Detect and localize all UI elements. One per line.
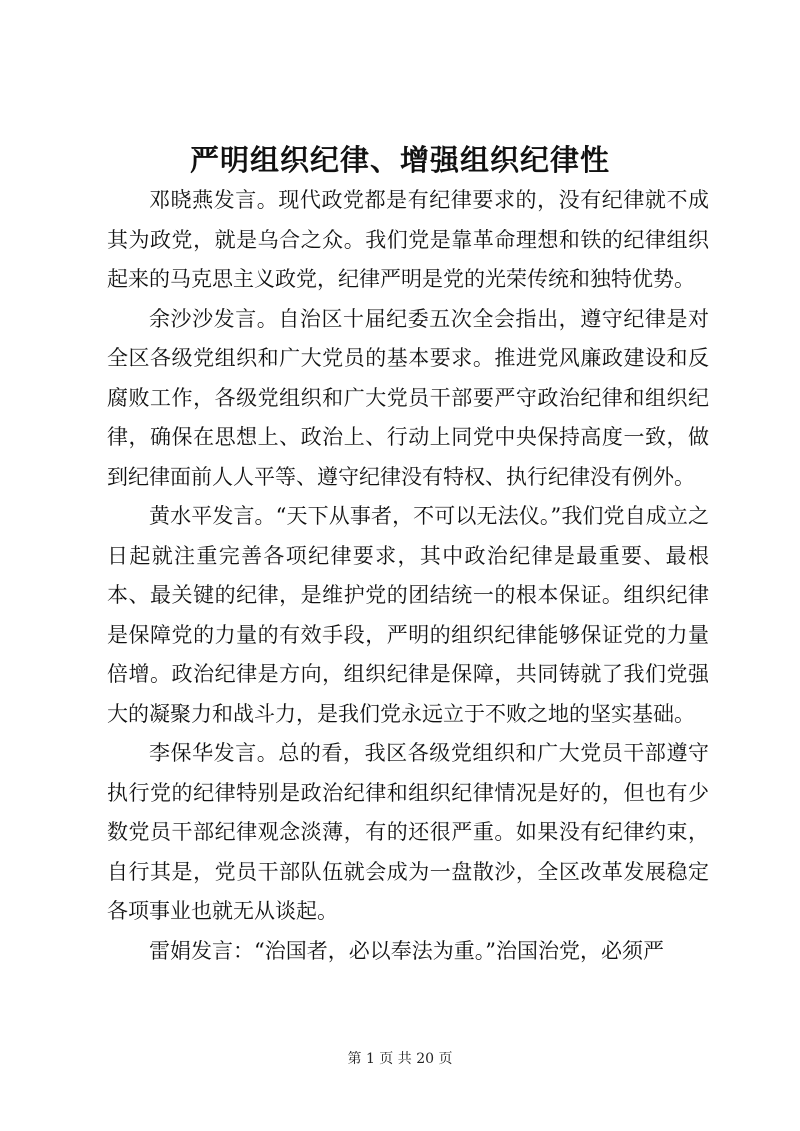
paragraph-li-baohua: 李保华发言。总的看，我区各级党组织和广大党员干部遵守执行党的纪律特别是政治纪律和组织纪律情况是好的，但也有少数党员干部纪律观念淡薄，有的还很严重。如果没有纪律约束，自行其是，党员干部队伍就会成为一盘散沙，全区改革发展稳定各项事业也就无从谈起。 [107, 741, 709, 923]
paragraph-lei-juan: 雷娟发言：“治国者，必以奉法为重。”治国治党，必须严 [149, 938, 664, 963]
paragraph-deng-xiaoyan: 邓晓燕发言。现代政党都是有纪律要求的，没有纪律就不成其为政党，就是乌合之众。我们党是靠革命理想和铁的纪律组织起来的马克思主义政党，纪律严明是党的光荣传统和独特优势。 [107, 188, 709, 291]
page-title: 严明组织纪律、增强组织纪律性 [189, 143, 610, 177]
page-footer: 第 1 页 共 20 页 [347, 1051, 453, 1067]
document-body [107, 181, 709, 971]
paragraph-yu-shasha: 余沙沙发言。自治区十届纪委五次全会指出，遵守纪律是对全区各级党组织和广大党员的基本要求。推进党风廉政建设和反腐败工作，各级党组织和广大党员干部要严守政治纪律和组织纪律，确保在思想上、政治上、行动上同党中央保持高度一致，做到纪律面前人人平等、遵守纪律没有特权、执行纪律没有例外。 [107, 306, 709, 489]
paragraph-huang-shuiping: 黄水平发言。“天下从事者，不可以无法仪。”我们党自成立之日起就注重完善各项纪律要求，其中政治纪律是最重要、最根本、最关键的纪律，是维护党的团结统一的根本保证。组织纪律是保障党的力量的有效手段，严明的组织纪律能够保证党的力量倍增。政治纪律是方向，组织纪律是保障，共同铸就了我们党强大的凝聚力和战斗力，是我们党永远立于不败之地的坚实基础。 [107, 504, 709, 726]
